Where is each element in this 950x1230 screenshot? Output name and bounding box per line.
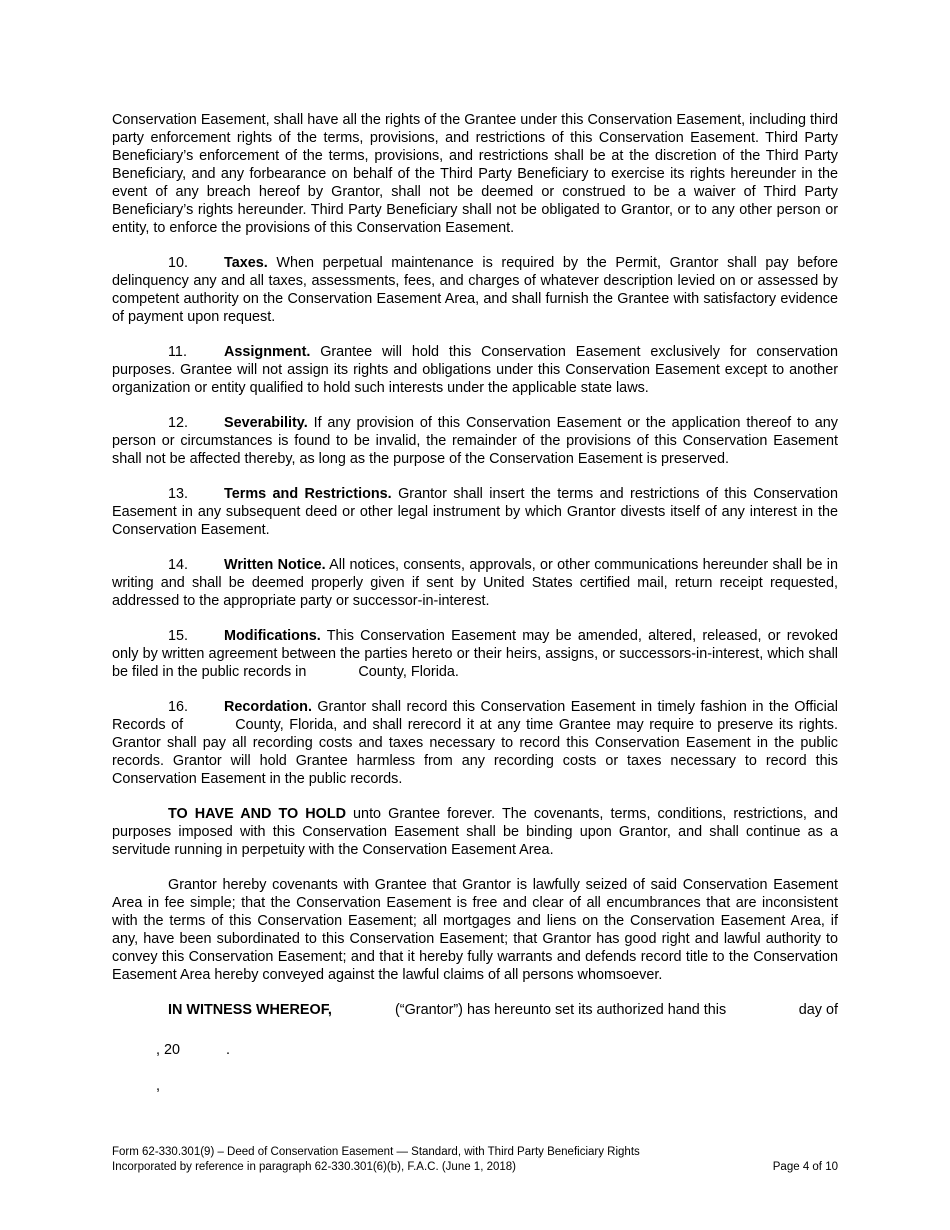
habendum-heading: TO HAVE AND TO HOLD (168, 806, 346, 822)
section-text: Grantor shall insert the terms and restrictions of this Conservation Easement in any subsequent deed or other legal instrument by which Grantor divests itself of any interest in the Conservation Easement. (112, 486, 839, 538)
section-text: If any provision of this Conservation Easement or the application thereof to any person or circumstances is found to be invalid, the remainder of the provisions of this Conservation Easement shall not be affected thereby, as long as the purpose of the Conservation Easement is preserved. (112, 415, 838, 467)
section-number: 15. (168, 628, 189, 644)
section-number: 12. (168, 415, 189, 431)
section-heading: Modifications. (224, 628, 321, 644)
habendum-clause (112, 805, 838, 859)
section-heading: Written Notice. (224, 557, 326, 573)
signature-comma-line (156, 1077, 160, 1095)
section-text-continued: County, Florida, and shall rerecord it at any time Grantee may require to preserve its rights. Grantor shall pay all recording costs and taxes necessary to record this Conservation Easement in the public records. Grantor will hold Grantee harmless from any recording costs or taxes necessary to record this Conservation Easement in the public records. (112, 717, 838, 787)
section-heading: Taxes. (224, 255, 268, 271)
section-number: 13. (168, 486, 189, 502)
section-heading: Terms and Restrictions. (224, 486, 392, 502)
year-prefix: , 20 (156, 1042, 181, 1058)
section-text-continued: County, Florida. (358, 664, 459, 680)
numbered-sections (112, 254, 838, 788)
section-number: 14. (168, 557, 189, 573)
section-number: 10. (168, 255, 189, 271)
section-15 (112, 627, 838, 681)
covenant-paragraph: Grantor hereby covenants with Grantee that Grantor is lawfully seized of said Conservation Easement Area in fee simple; that the Conservation Easement is free and clear of all encumbrances that are inconsistent with the terms of this Conservation Easement; all mortgages and liens on the Conservation Easement Area, if any, have been subordinated to this Conservation Easement; that Grantor has good right and lawful authority to convey this Conservation Easement; and that it hereby fully warrants and defends record title to the Conservation Easement Area hereby conveyed against the lawful claims of all persons whomsoever. (112, 877, 838, 983)
section-13 (112, 485, 838, 539)
footer-form-title: Form 62-330.301(9) – Deed of Conservation Easement — Standard, with Third Party Beneficiary Rights (112, 1146, 640, 1158)
section-text: When perpetual maintenance is required by the Permit, Grantor shall pay before delinquency any and all taxes, assessments, fees, and charges of whatever description levied on or assessed by competent authority on the Conservation Easement Area, and shall furnish the Grantee with satisfactory evidence of payment upon request. (112, 255, 838, 325)
section-12 (112, 414, 838, 468)
witness-clause (112, 1001, 838, 1019)
date-end-period: . (226, 1042, 231, 1058)
intro-paragraph: Conservation Easement, shall have all the rights of the Grantee under this Conservation Easement, including third party enforcement rights of the terms, provisions, and restrictions of this Conservation Easement. Third Party Beneficiary’s enforcement of the terms, provisions, and restrictions shall be at the discretion of the Third Party Beneficiary, and any forbearance on behalf of the Third Party Beneficiary to exercise its rights hereunder in the event of any breach hereof by Grantor, shall not be deemed or construed to be a waiver of Third Party Beneficiary’s rights hereunder. Third Party Beneficiary shall not be obligated to Grantor, or to any other person or entity, to enforce the provisions of this Conservation Easement. (112, 112, 838, 236)
section-text: All notices, consents, approvals, or other communications hereunder shall be in writing and shall be deemed properly given if sent by United States certified mail, return receipt requested, addressed to the appropriate party or successor-in-interest. (112, 557, 838, 609)
section-text: Grantee will hold this Conservation Easement exclusively for conservation purposes. Grantee will not assign its rights and obligations under this Conservation Easement except to another organization or entity qualified to hold such interests under the applicable state laws. (112, 344, 838, 396)
section-16 (112, 698, 838, 788)
section-text: Grantor shall record this Conservation Easement in timely fashion in the Official Records of (112, 699, 838, 733)
section-14 (112, 556, 838, 610)
signature-comma: , (156, 1078, 160, 1094)
section-number: 11. (168, 344, 187, 360)
page-number: Page 4 of 10 (772, 1161, 838, 1173)
habendum-text: unto Grantee forever. The covenants, terms, conditions, restrictions, and purposes imposed with this Conservation Easement shall be binding upon Grantor, and shall continue as a servitude running in perpetuity with the Conservation Easement Area. (112, 806, 838, 858)
footer-incorporation: Incorporated by reference in paragraph 62-330.301(6)(b), F.A.C. (June 1, 2018) (112, 1161, 517, 1173)
witness-heading: IN WITNESS WHEREOF, (168, 1002, 332, 1018)
document-page (112, 111, 838, 1036)
page-footer (112, 1145, 838, 1175)
section-heading: Assignment. (224, 344, 311, 360)
section-heading: Recordation. (224, 699, 312, 715)
section-text: This Conservation Easement may be amended, altered, released, or revoked only by written agreement between the parties hereto or their heirs, assigns, or successors-in-interest, which shall be filed in the public records in (112, 628, 838, 680)
section-11 (112, 343, 838, 397)
section-10 (112, 254, 838, 326)
witness-day-of: day of (798, 1002, 838, 1018)
witness-text: (“Grantor”) has hereunto set its authorized hand this (395, 1002, 727, 1018)
date-line (156, 1041, 230, 1059)
section-number: 16. (168, 699, 189, 715)
section-heading: Severability. (224, 415, 308, 431)
